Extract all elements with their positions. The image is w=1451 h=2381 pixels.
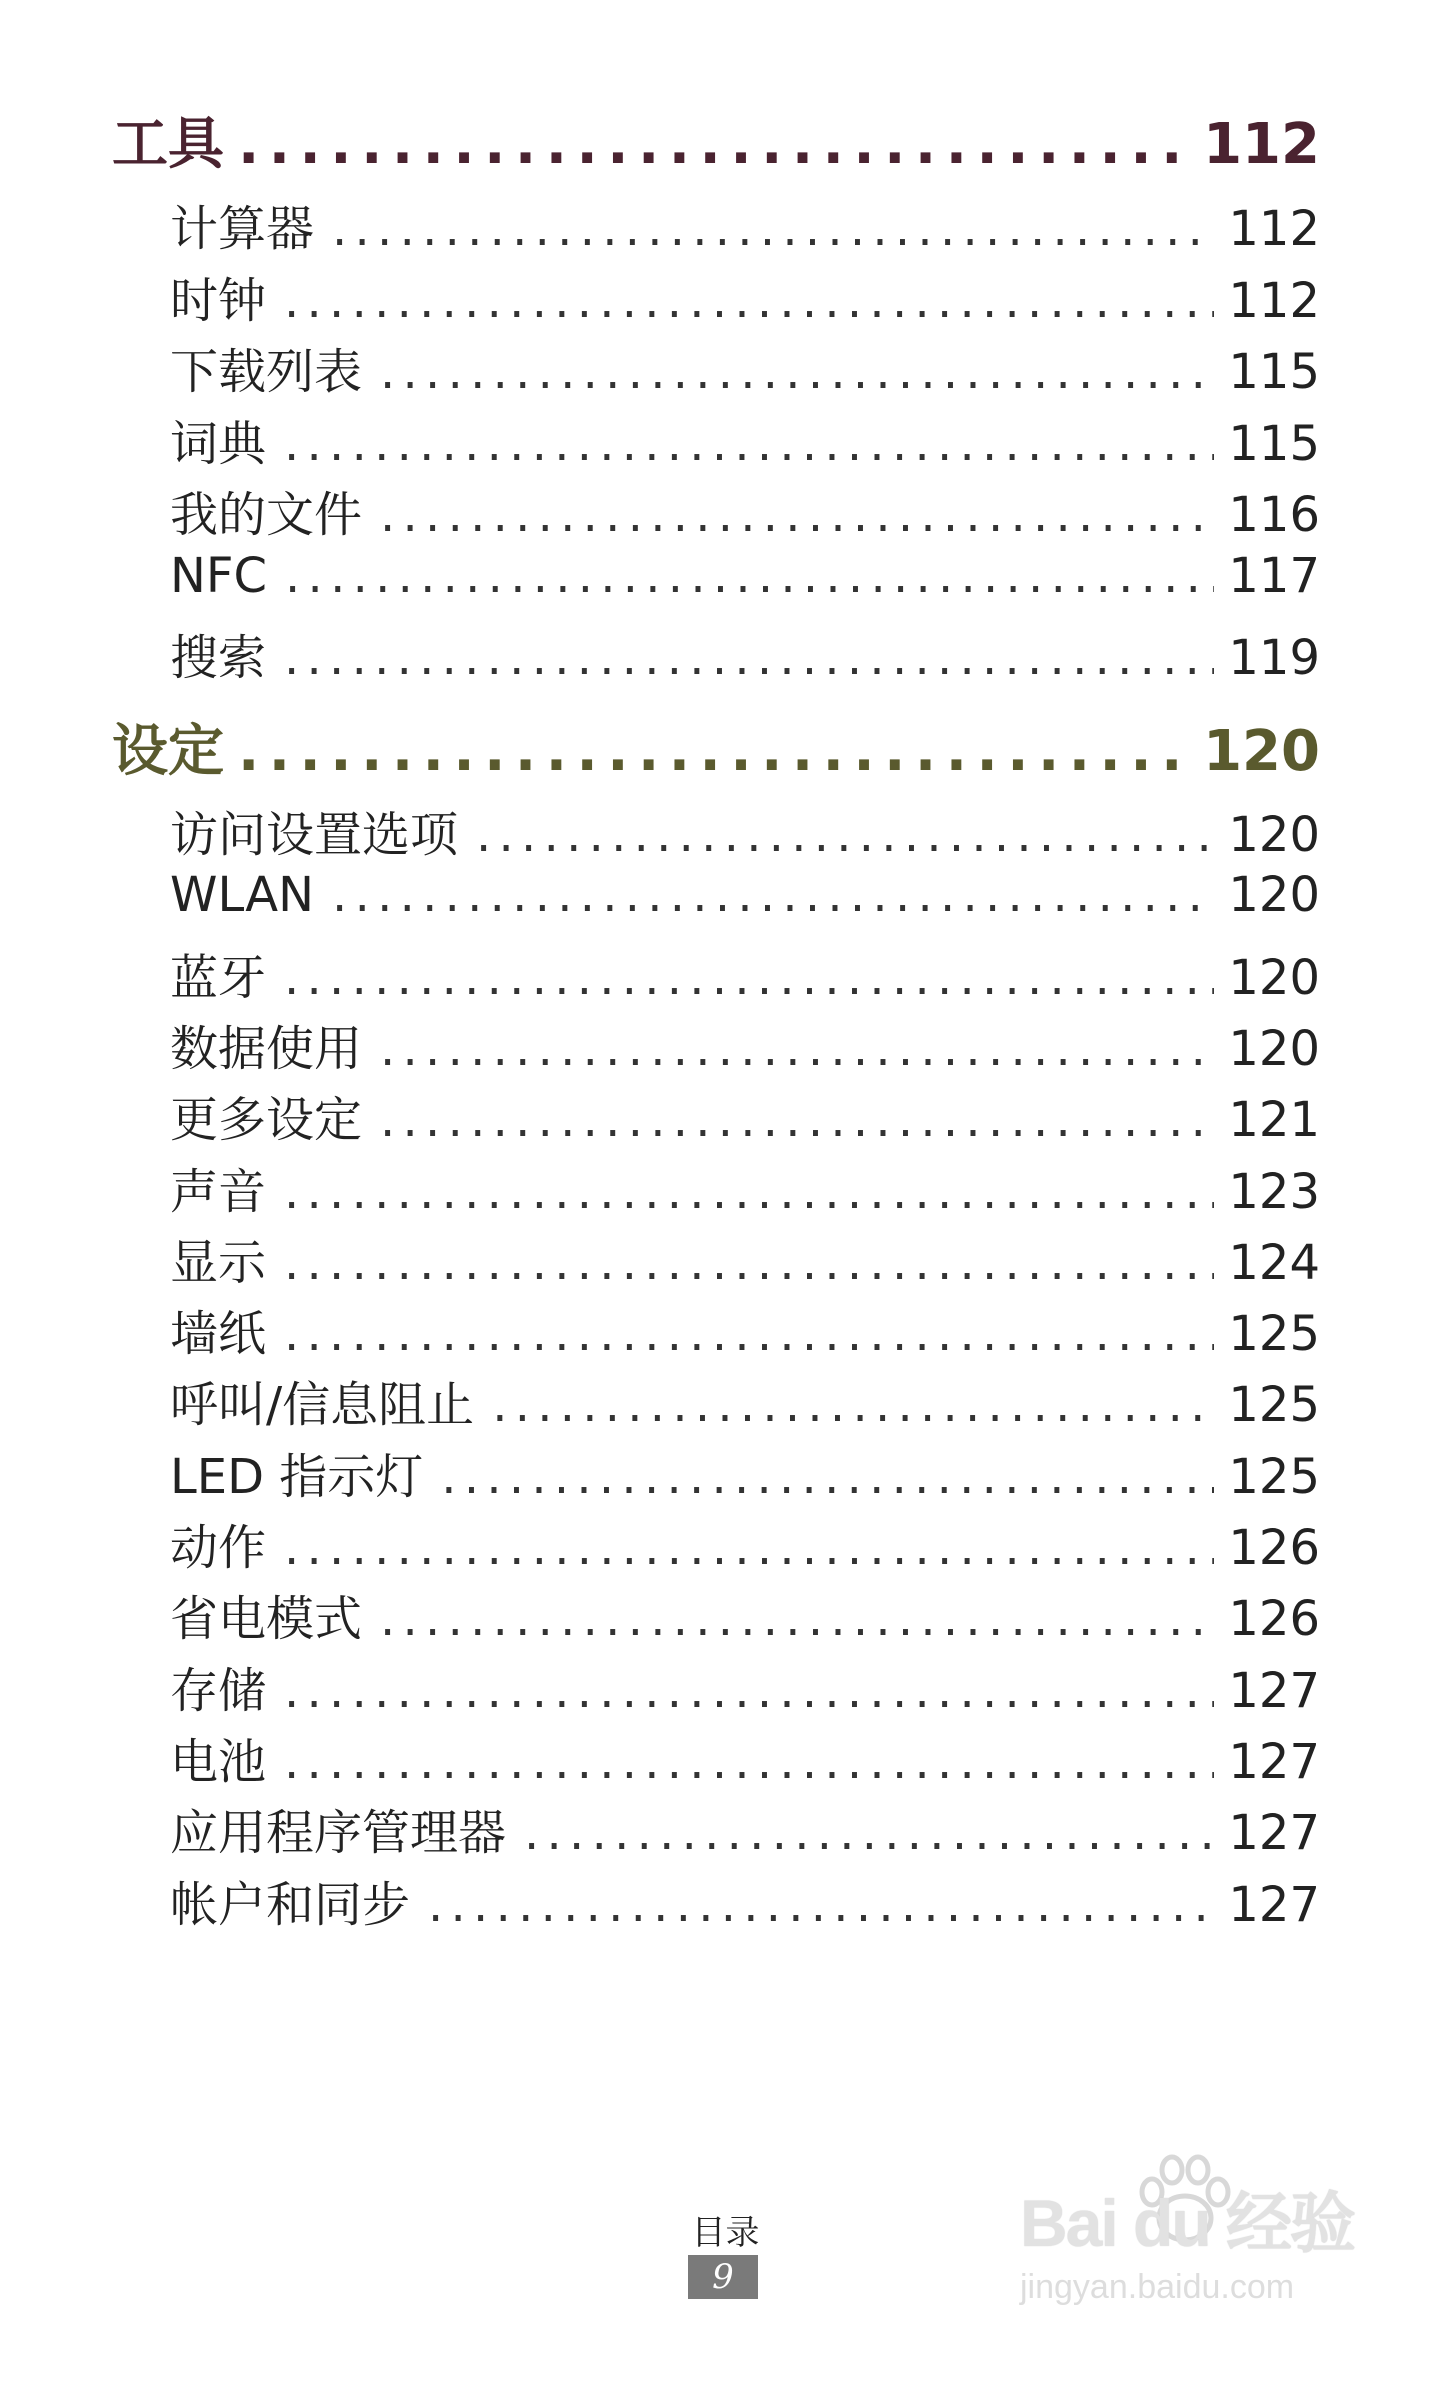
toc-entry-page: 120 (1228, 949, 1320, 1001)
toc-entry-label: 访问设置选项 (170, 807, 459, 858)
toc-entry-page: 123 (1228, 1163, 1320, 1215)
toc-entry[interactable] (170, 1652, 1320, 1714)
toc-entry-label: 蓝牙 (170, 949, 267, 1001)
toc-entry-page: 116 (1228, 487, 1320, 538)
toc-entry[interactable] (170, 796, 1320, 858)
toc-entry-label: 时钟 (170, 272, 267, 324)
toc-entry[interactable] (170, 1580, 1320, 1642)
toc-leader-dots (380, 487, 1214, 538)
toc-entry-page: 125 (1228, 1448, 1320, 1500)
toc-entry-page: 127 (1228, 1805, 1320, 1857)
toc-leader-dots (492, 1377, 1214, 1428)
toc-entry-label: 我的文件 (170, 487, 363, 538)
toc-entry[interactable] (170, 1010, 1320, 1072)
toc-entry-page: 127 (1228, 1733, 1320, 1785)
toc-entry[interactable] (170, 405, 1320, 467)
toc-entry-label: 显示 (170, 1234, 267, 1286)
toc-entry-label: 声音 (170, 1163, 267, 1215)
toc-entry-label: 呼叫/信息阻止 (170, 1377, 475, 1429)
watermark-url: jingyan.baidu.com (1020, 2268, 1295, 2306)
toc-entry[interactable] (170, 1723, 1320, 1785)
toc-leader-dots (284, 1235, 1214, 1286)
toc-entry-label: 电池 (170, 1733, 267, 1785)
toc-leader-dots (284, 1306, 1214, 1357)
toc-entry[interactable] (170, 619, 1320, 681)
toc-entry[interactable] (170, 333, 1320, 395)
toc-entry-label: 省电模式 (170, 1591, 363, 1643)
watermark (1020, 2150, 1360, 2330)
toc-entry-page: 120 (1228, 807, 1320, 858)
toc-leader-dots (238, 719, 1193, 784)
toc-entry-page: 115 (1228, 344, 1320, 395)
toc-entry-label: 存储 (170, 1662, 267, 1714)
toc-entry[interactable] (170, 1153, 1320, 1215)
toc-entry-label: LED 指示灯 (170, 1448, 424, 1500)
toc-entry-label: 搜索 (170, 630, 267, 681)
toc-entry-page: 126 (1228, 1520, 1320, 1571)
toc-entry-label: 数据使用 (170, 1020, 363, 1072)
toc-entry-label: 应用程序管理器 (170, 1805, 507, 1857)
toc-entry-label: WLAN (170, 867, 315, 924)
toc-entry[interactable] (170, 1794, 1320, 1856)
toc-leader-dots (284, 630, 1214, 681)
toc-leader-dots (284, 273, 1214, 324)
footer-label: 目录 (691, 2213, 760, 2253)
toc-leader-dots (332, 867, 1214, 923)
toc-heading-page: 120 (1203, 719, 1320, 784)
toc-entry-page: 112 (1228, 272, 1320, 324)
toc-leader-dots (332, 201, 1214, 252)
toc-leader-dots (284, 1663, 1214, 1714)
toc-leader-dots (524, 1805, 1214, 1856)
toc-heading-tools[interactable] (112, 100, 1320, 180)
toc-leader-dots (284, 1520, 1214, 1571)
toc-entry-page: 127 (1228, 1876, 1320, 1928)
toc-entry-page: 119 (1228, 630, 1320, 681)
toc-entry-label: 更多设定 (170, 1092, 363, 1144)
toc-leader-dots (380, 1092, 1214, 1143)
toc-leader-dots (380, 1591, 1214, 1642)
toc-leader-dots (284, 1164, 1214, 1215)
toc-leader-dots (285, 548, 1214, 604)
toc-leader-dots (441, 1449, 1214, 1500)
toc-entry[interactable] (170, 262, 1320, 324)
toc-entry[interactable] (170, 1295, 1320, 1357)
toc-entry-page: 124 (1228, 1234, 1320, 1286)
toc-heading-label: 工具 (112, 112, 224, 177)
toc-entry-label: 动作 (170, 1520, 267, 1571)
toc-entry-label: 墙纸 (170, 1306, 267, 1358)
toc-heading-label: 设定 (112, 719, 224, 784)
page-number: 9 (688, 2255, 758, 2299)
toc-entry-label: 计算器 (170, 201, 315, 252)
toc-entry[interactable] (170, 1438, 1320, 1500)
toc-entry-page: 120 (1228, 867, 1320, 924)
toc-leader-dots (284, 950, 1214, 1001)
toc-entry-label: 词典 (170, 415, 267, 467)
toc-entry-page: 120 (1228, 1020, 1320, 1072)
toc-entry[interactable] (170, 939, 1320, 1001)
toc-entry[interactable] (170, 1081, 1320, 1143)
toc-entry[interactable] (170, 1224, 1320, 1286)
toc-entry[interactable] (170, 867, 1320, 929)
toc-entry-label: 下载列表 (170, 344, 363, 395)
toc-entry-page: 121 (1228, 1092, 1320, 1144)
toc-entry[interactable] (170, 1366, 1320, 1428)
toc-entry[interactable] (170, 190, 1320, 252)
toc-entry-page: 115 (1228, 415, 1320, 467)
toc-leader-dots (428, 1877, 1214, 1928)
toc-entry-page: 127 (1228, 1662, 1320, 1714)
toc-entry[interactable] (170, 476, 1320, 538)
toc-leader-dots (238, 112, 1193, 177)
toc-entry-page: 117 (1228, 547, 1320, 604)
toc-entry-page: 125 (1228, 1377, 1320, 1429)
toc-entry-page: 112 (1228, 201, 1320, 252)
toc-heading-page: 112 (1203, 112, 1320, 177)
toc-leader-dots (380, 1021, 1214, 1072)
toc-leader-dots (284, 1734, 1214, 1785)
toc-leader-dots (284, 416, 1214, 467)
toc-entry-page: 126 (1228, 1591, 1320, 1643)
toc-leader-dots (476, 807, 1214, 858)
toc-entry[interactable] (170, 1509, 1320, 1571)
toc-leader-dots (380, 344, 1214, 395)
toc-heading-settings[interactable] (112, 707, 1320, 787)
toc-entry-label: 帐户和同步 (170, 1876, 411, 1928)
toc-entry-page: 125 (1228, 1306, 1320, 1358)
toc-entry[interactable] (170, 548, 1320, 610)
toc-entry[interactable] (170, 1866, 1320, 1928)
toc-entry-label: NFC (170, 547, 268, 604)
watermark-brand: Bai du 经验 (1020, 2186, 1355, 2260)
